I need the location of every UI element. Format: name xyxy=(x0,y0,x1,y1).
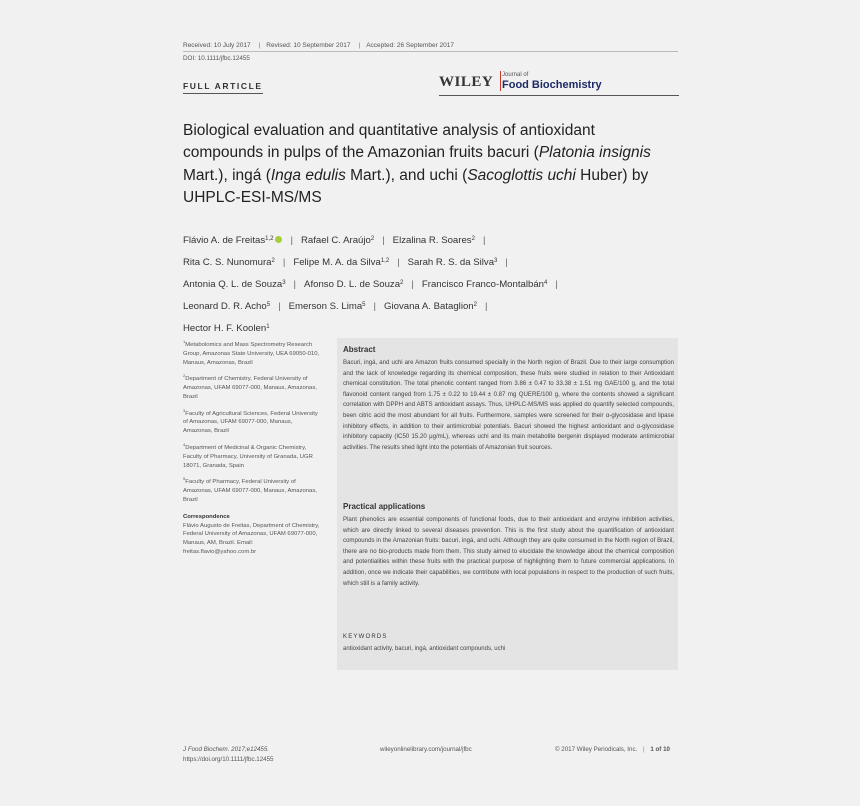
affiliation-list xyxy=(183,338,323,505)
header-divider xyxy=(183,51,678,52)
author-separator: | xyxy=(278,301,281,312)
footer-doi[interactable]: https://doi.org/10.1111/jfbc.12455 xyxy=(183,755,274,763)
section-label: FULL ARTICLE xyxy=(183,81,263,91)
received-date: Received: 10 July 2017 xyxy=(183,42,251,49)
author-separator: | xyxy=(382,235,385,246)
author-row xyxy=(183,295,678,317)
affiliation-number: 4 xyxy=(183,442,186,448)
author-separator: | xyxy=(505,257,508,268)
author-name: Flávio A. de Freitas xyxy=(183,235,266,246)
affiliation-number: 1 xyxy=(183,339,186,344)
author-row xyxy=(183,251,678,273)
journal-name: Food Biochemistry xyxy=(502,79,602,91)
author-list xyxy=(183,229,678,339)
affiliation-text: Metabolomics and Mass Spectrometry Research Group, Amazonas State University, UEA 69050-010, Manaus, Amazonas, Brazil xyxy=(183,341,320,366)
author-affiliation-ref: 3 xyxy=(494,258,498,264)
author-row xyxy=(183,273,678,295)
page-number: 1 of 10 xyxy=(650,746,670,753)
author-row xyxy=(183,229,678,251)
keywords-text: antioxidant activity, bacuri, ingá, antioxidant compounds, uchi xyxy=(343,646,506,652)
keywords-heading: KEYWORDS xyxy=(343,634,388,640)
affiliation-item xyxy=(183,441,323,470)
article-title: Biological evaluation and quantitative analysis of antioxidant compounds in pulps of the Amazonian fruits bacuri (Platonia insignis Mart.), ingá (Inga edulis Mart.), and uchi (Sacoglottis uchi Huber) by UHPLC-ESI-MS/MS xyxy=(183,122,651,207)
correspondence-text: Flávio Augusto de Freitas, Department of Chemistry, Federal University of Amazonas, UFAM 69077-000, Manaus, AM, Brazil. Email: freitas.flavio@yahoo.com.br xyxy=(183,522,320,555)
footer-copyright: © 2017 Wiley Periodicals, Inc. | 1 of 10 xyxy=(555,746,670,753)
author-affiliation-ref: 1,2 xyxy=(380,258,390,264)
author-separator: | xyxy=(293,279,297,290)
author-name: Felipe M. A. da Silva xyxy=(293,257,381,268)
author-affiliation-ref: 3 xyxy=(282,280,286,286)
author-affiliation-ref: 1 xyxy=(266,324,270,330)
affiliation-item xyxy=(183,372,323,401)
author-name: Afonso D. L. de Souza xyxy=(304,279,401,290)
logo-underline xyxy=(439,95,679,96)
affiliation-number: 5 xyxy=(183,476,186,482)
publisher-name: WILEY xyxy=(439,74,494,90)
author-name: Giovana A. Bataglion xyxy=(384,301,474,312)
author-separator: | xyxy=(373,301,377,312)
author-name: Antonia Q. L. de Souza xyxy=(183,279,283,290)
affiliation-item xyxy=(183,407,323,436)
abstract-heading: Abstract xyxy=(343,345,376,354)
footer-citation xyxy=(183,745,273,764)
section-label-underline xyxy=(183,93,263,94)
journal-logo xyxy=(439,69,679,95)
journal-of-label: Journal of xyxy=(502,72,529,78)
affiliation-number: 2 xyxy=(183,373,186,379)
affiliation-text: Faculty of Pharmacy, Federal University of Amazonas, UFAM 69077-000, Manaus, Amazonas, Brazil xyxy=(183,479,317,503)
author-name: Rita C. S. Nunomura xyxy=(183,257,272,268)
logo-accent-bar xyxy=(500,71,501,91)
affiliation-number: 3 xyxy=(183,407,186,413)
affiliations xyxy=(183,338,323,562)
author-name: Leonard D. R. Acho xyxy=(183,301,267,312)
author-affiliation-ref: 5 xyxy=(362,302,366,308)
affiliation-text: Department of Chemistry, Federal University of Amazonas, UFAM 69077-000, Manaus, Amazonas, Brazil xyxy=(183,376,317,400)
abstract-text: Bacuri, ingá, and uchi are Amazon fruits consumed specially in the North region of Brazil. Due to their large consumption and the lack of knowledge regarding its chemical composition, these fruits were studied in relation to their Antioxidant chemical constitution. The total phenolic content ranged from 3.86 ± 0.47 to 33.38 ± 1.51 mg GAE/100 g, and the total flavonoid content ranged from 1.75 ± 0.22 to 19.44 ± 0.87 mg QUERE/100 g, where the contents showed a significant correlation with DPPH and ABTS antioxidant assays. Thus, UHPLC-MS/MS was applied do quantify selected compounds, been citric acid the most abundant for all fruits. Furthermore, samples were screened for their α-glycosidase and lipase inhibitory effects, in addition to their antimicrobial potentials. Bacuri showed the highest antioxidant and α-glycosidase inhibitory capacity (IC50 15.20 μg/mL), whereas uchi and its main metabolite bergenin displayed moderate antimicrobial activities. The results shed light into the potentials of Amazonian fruit sources. xyxy=(343,359,674,451)
article-dates: Received: 10 July 2017 | Revised: 10 September 2017 | Accepted: 26 September 2017 xyxy=(183,42,462,49)
doi-text: DOI: 10.1111/jfbc.12455 xyxy=(183,55,250,62)
affiliation-item xyxy=(183,475,323,504)
author-name: Francisco Franco-Montalbán xyxy=(421,279,544,290)
author-separator: | xyxy=(411,279,414,290)
practical-text: Plant phenolics are essential components of functional foods, due to their antioxidant and enzyme inhibition activities, which are directly linked to several diseases prevention. This is the first study about the quantification of antioxidant compounds in the Amazonian fruits: bacuri, ingá, and uchi. Although they are quite consumed in the North region of Brazil, there are no bio-products made from them. This study aimed to elucidate the knowledge about the chemical composition and potentialities within these fruits with the practical purpose of highlighting them to future commercial applications. In addition, once we indicate their capabilities, we contribute with local populations in respect to the production of such fruits, which still is a family activity. xyxy=(343,516,674,587)
affiliation-text: Faculty of Agricultural Sciences, Federal University of Amazonas, UFAM 69077-000, Manaus, Amazonas, Brazil xyxy=(183,410,318,435)
author-affiliation-ref: 2 xyxy=(473,302,477,308)
author-separator: | xyxy=(397,257,400,268)
author-affiliation-ref: 2 xyxy=(400,280,404,286)
author-separator: | xyxy=(290,235,293,246)
author-name: Sarah R. S. da Silva xyxy=(407,257,495,268)
author-separator: | xyxy=(482,235,486,246)
author-row xyxy=(183,317,678,339)
author-affiliation-ref: 4 xyxy=(544,280,548,286)
correspondence-heading: Correspondence xyxy=(183,513,230,520)
author-name: Hector H. F. Koolen xyxy=(183,323,267,334)
author-affiliation-ref: 1,2 xyxy=(265,236,274,242)
author-affiliation-ref: 2 xyxy=(271,258,275,264)
author-affiliation-ref: 5 xyxy=(266,302,271,308)
practical-heading: Practical applications xyxy=(343,502,426,511)
author-affiliation-ref: 2 xyxy=(370,236,375,242)
affiliation-item xyxy=(183,338,323,367)
author-separator: | xyxy=(484,301,488,312)
author-separator: | xyxy=(282,257,286,268)
author-name: Rafael C. Araújo xyxy=(300,235,371,246)
accepted-date: Accepted: 26 September 2017 xyxy=(366,42,454,49)
author-name: Emerson S. Lima xyxy=(288,301,363,312)
affiliation-text: Department of Medicinal & Organic Chemistry, Faculty of Pharmacy, University of Granada, UGR 18071, Granada, Spain xyxy=(183,445,313,469)
author-affiliation-ref: 2 xyxy=(471,236,475,242)
author-name: Elzalina R. Soares xyxy=(392,235,472,246)
author-separator: | xyxy=(555,279,558,290)
footer-site[interactable]: wileyonlinelibrary.com/journal/jfbc xyxy=(380,746,472,753)
footer-journal: J Food Biochem. 2017;e12455. xyxy=(183,746,269,753)
revised-date: Revised: 10 September 2017 xyxy=(266,42,351,49)
abstract-box xyxy=(337,338,678,670)
